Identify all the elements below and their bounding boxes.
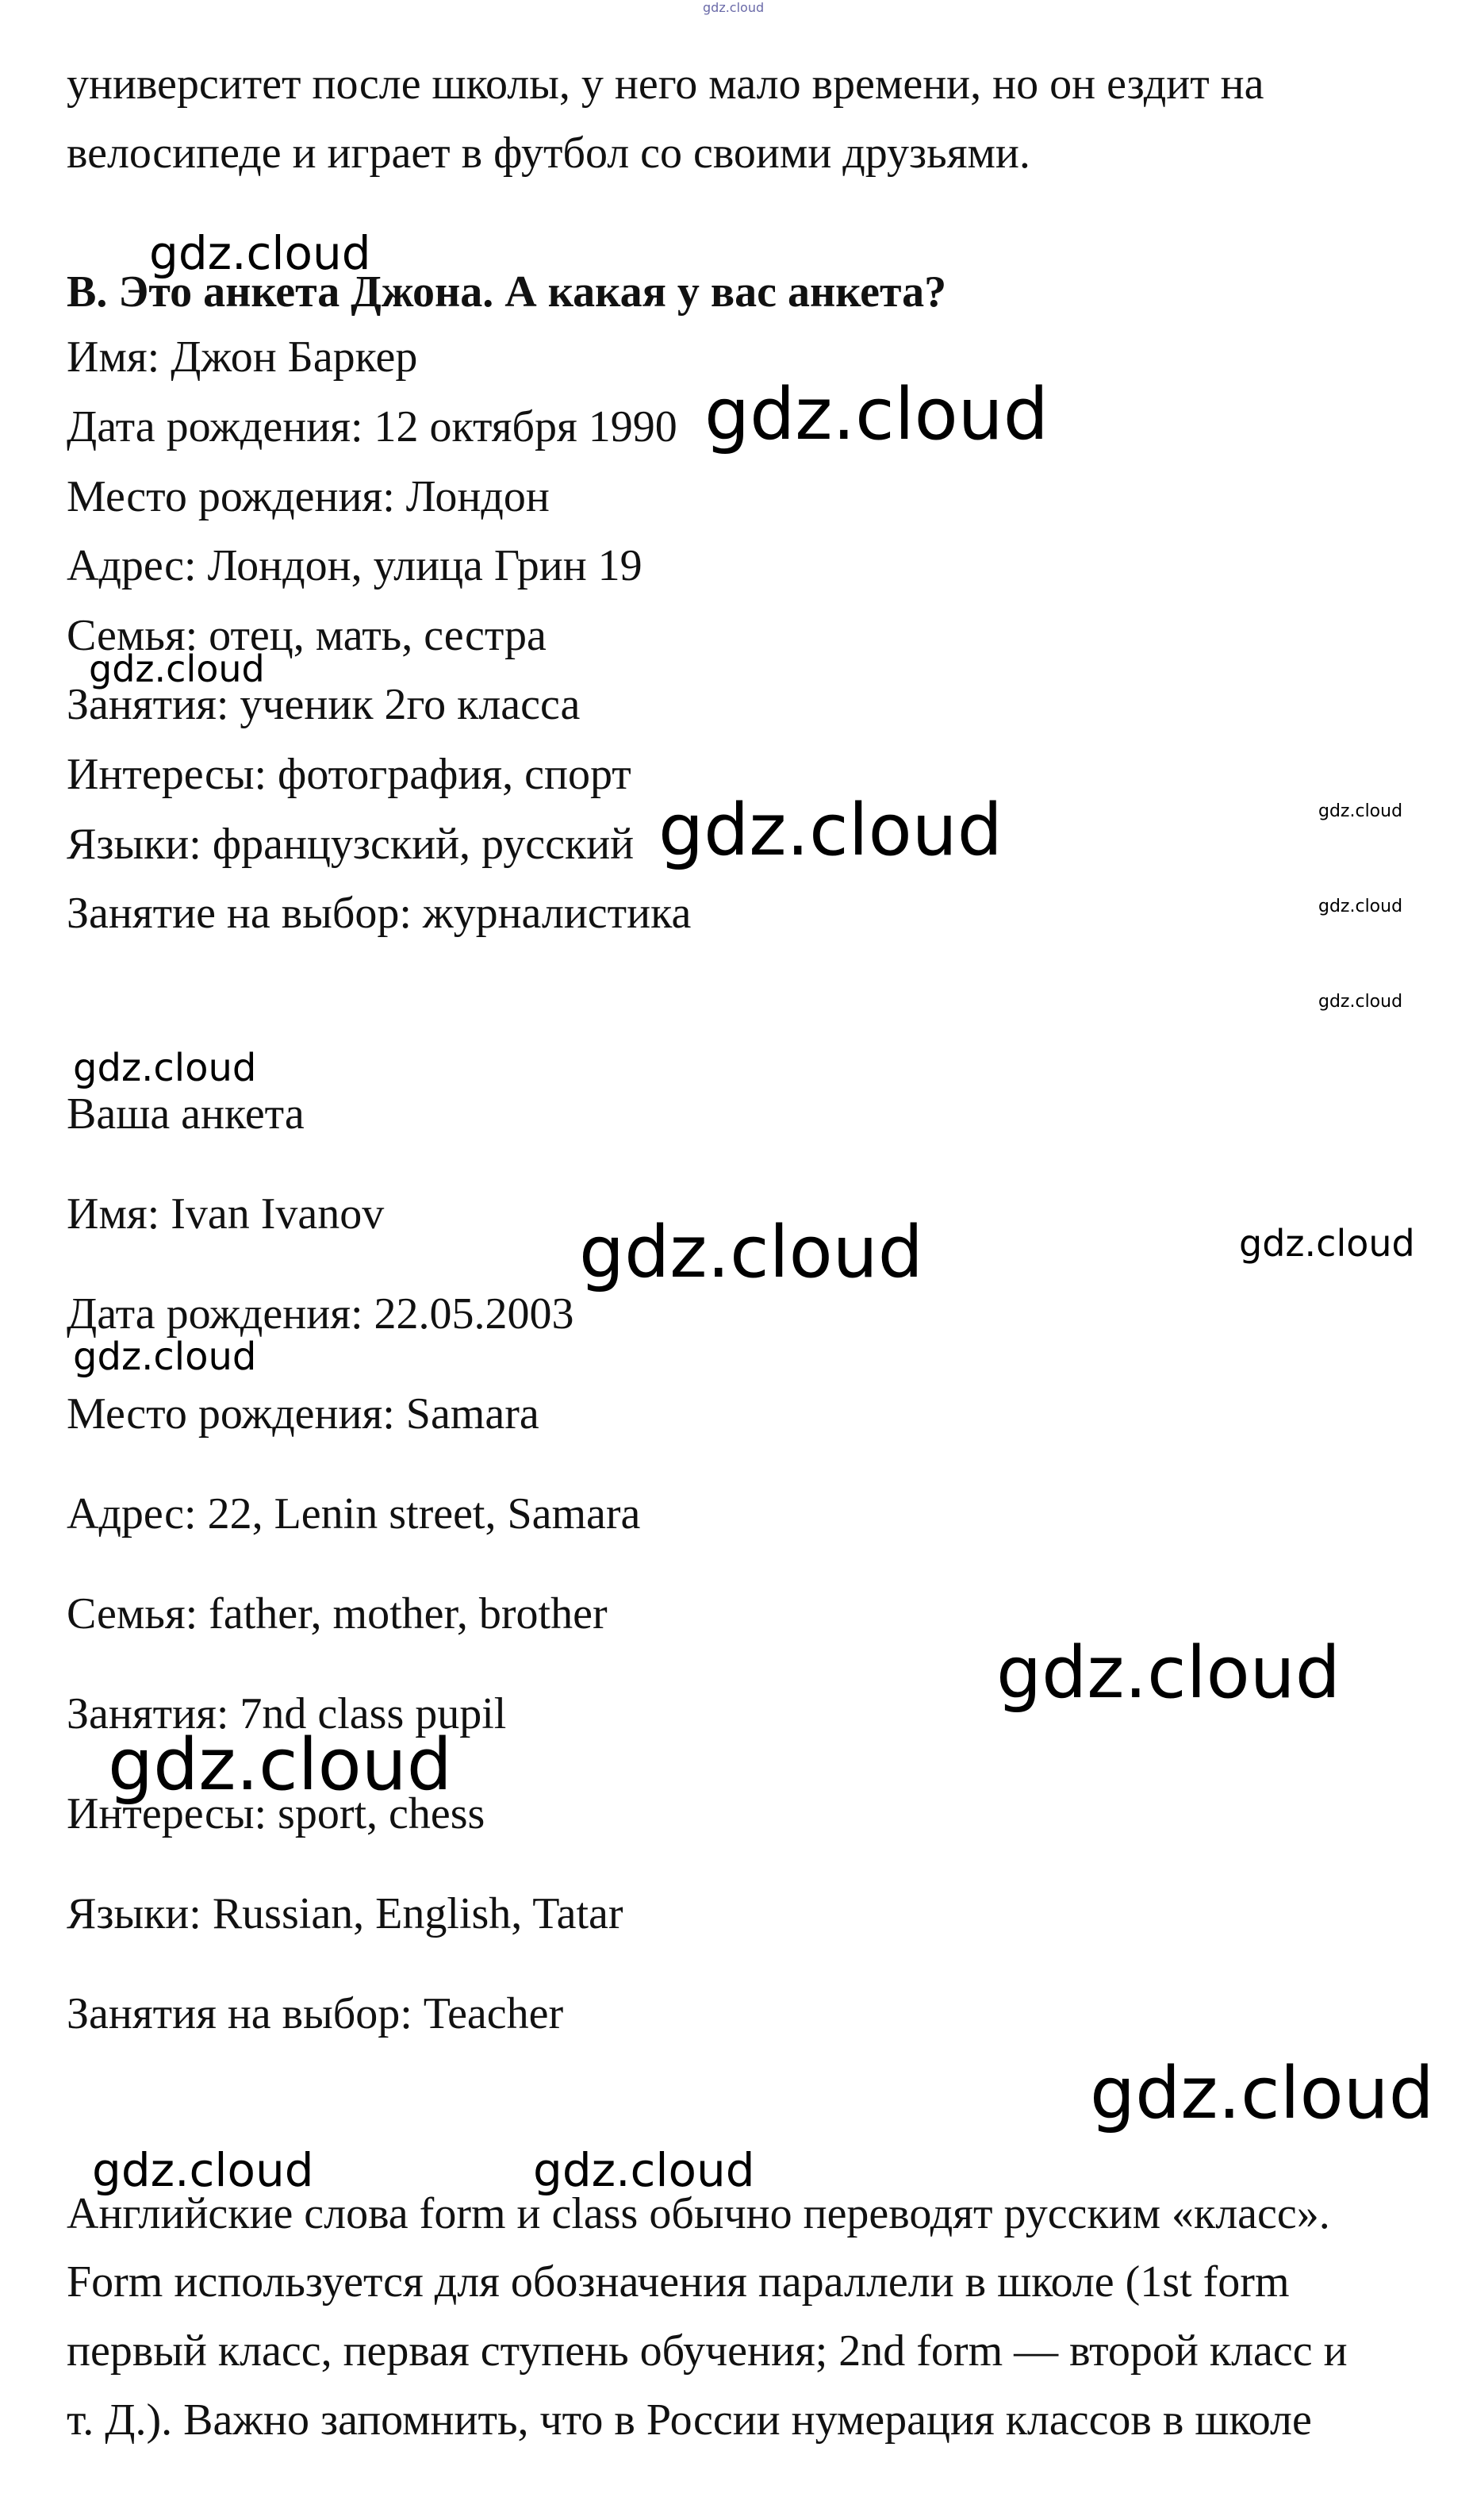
your-form-title: Ваша анкета [67,1089,305,1139]
form-field: Занятие на выбор: журналистика [67,889,692,938]
watermark-text: gdz.cloud [73,1046,257,1090]
form-field: Занятия на выбор: Teacher [67,1989,564,2038]
text-line: т. Д.). Важно запомнить, что в России нумерация классов в школе [67,2395,1312,2445]
form-field: Семья: отец, мать, сестра [67,611,547,660]
watermark-text: gdz.cloud [704,373,1049,456]
watermark-text: gdz.cloud [658,789,1003,872]
watermark-text: gdz.cloud [92,2143,314,2197]
text-line: Английские слова form и class обычно переводят русским «класс». [67,2189,1330,2238]
section-heading: B. Это анкета Джона. А какая у вас анкета? [67,267,947,317]
watermark-text: gdz.cloud [1318,992,1403,1012]
form-field: Семья: father, mother, brother [67,1589,608,1638]
watermark-text: gdz.cloud [996,1631,1341,1715]
text-line: Form используется для обозначения параллели в школе (1st form [67,2257,1290,2307]
form-field: Занятия: 7nd class pupil [67,1689,507,1738]
form-field: Интересы: фотография, спорт [67,750,631,799]
form-field: Дата рождения: 22.05.2003 [67,1289,574,1339]
form-field: Место рождения: Samara [67,1389,539,1439]
form-field: Занятия: ученик 2го класса [67,680,581,729]
form-field: Имя: Джон Баркер [67,332,418,382]
watermark-text: gdz.cloud [1318,897,1403,916]
form-field: Имя: Ivan Ivanov [67,1189,385,1239]
watermark-text: gdz.cloud [1239,1222,1415,1265]
form-field: Дата рождения: 12 октября 1990 [67,402,677,451]
form-field: Адрес: Лондон, улица Грин 19 [67,541,643,590]
watermark-text: gdz.cloud [533,2143,755,2197]
form-field: Языки: Russian, English, Tatar [67,1889,623,1938]
watermark-text: gdz.cloud [703,0,765,15]
watermark-text: gdz.cloud [1090,2052,1434,2135]
form-field: Интересы: sport, chess [67,1789,485,1838]
text-line: первый класс, первая ступень обучения; 2nd form — второй класс и [67,2326,1348,2376]
form-field: Место рождения: Лондон [67,472,550,521]
text-line: велосипеде и играет в футбол со своими друзьями. [67,129,1030,178]
form-field: Языки: французский, русский [67,820,635,869]
text-line: университет после школы, у него мало времени, но он ездит на [67,60,1264,109]
watermark-text: gdz.cloud [89,647,265,690]
watermark-text: gdz.cloud [1318,801,1403,821]
watermark-text: gdz.cloud [149,226,371,280]
watermark-text: gdz.cloud [73,1335,257,1379]
watermark-text: gdz.cloud [108,1723,452,1807]
watermark-text: gdz.cloud [579,1211,923,1294]
form-field: Адрес: 22, Lenin street, Samara [67,1489,641,1539]
